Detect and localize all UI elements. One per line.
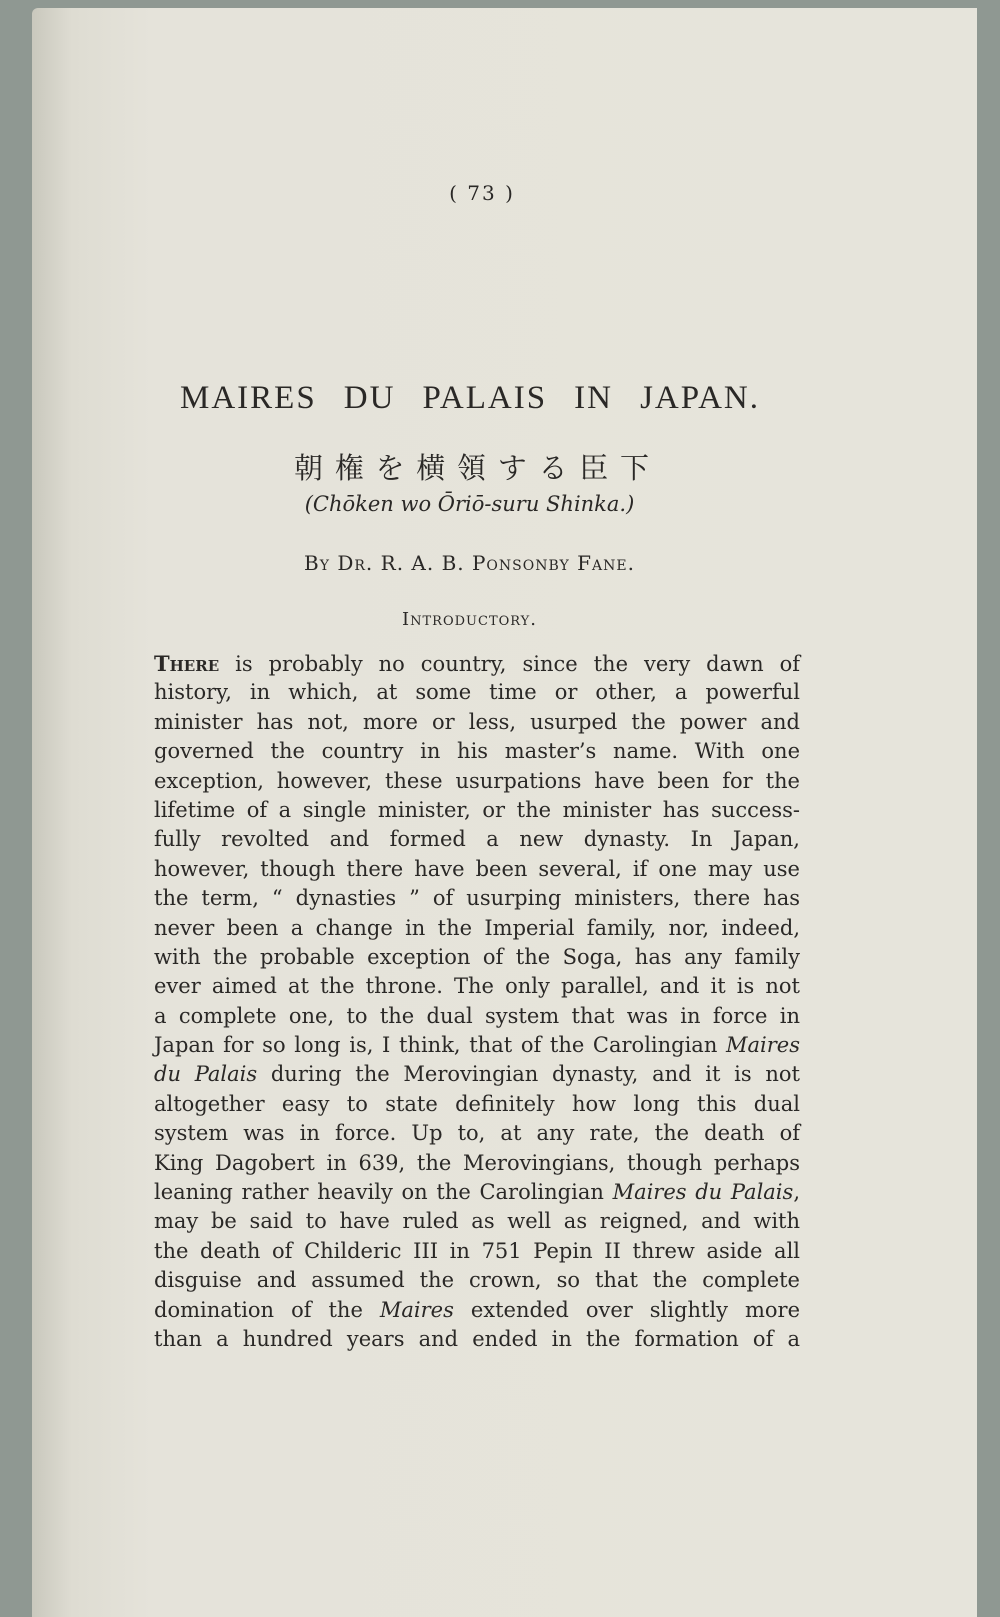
italic-text: Maires bbox=[726, 1033, 800, 1058]
body-text bbox=[154, 649, 800, 1354]
text-segment: disguise and assumed the crown, so that the complete bbox=[154, 1268, 800, 1293]
text-segment: may be said to have ruled as well as reigned, and with bbox=[154, 1209, 800, 1234]
text-line bbox=[154, 737, 800, 766]
text-segment: system was in force. Up to, at any rate, the death of bbox=[154, 1121, 800, 1146]
text-segment: the term, “ dynasties ” of usurping ministers, there has bbox=[154, 886, 800, 911]
text-line bbox=[154, 1090, 800, 1119]
text-line bbox=[154, 825, 800, 854]
text-line bbox=[154, 1060, 800, 1089]
text-segment: , bbox=[793, 1180, 800, 1205]
text-segment: fully revolted and formed a new dynasty. In Japan, bbox=[154, 827, 800, 852]
text-segment: altogether easy to state definitely how long this dual bbox=[154, 1091, 800, 1116]
text-segment: than a hundred years and ended in the formation of a bbox=[154, 1326, 800, 1351]
text-segment: leaning rather heavily on the Carolingian bbox=[154, 1180, 613, 1205]
italic-text: Maires bbox=[379, 1297, 454, 1322]
text-line bbox=[154, 1178, 800, 1207]
text-segment: however, though there have been several, if one may use bbox=[154, 856, 800, 881]
text-line bbox=[154, 1149, 800, 1178]
italic-text: du Palais bbox=[154, 1062, 258, 1087]
text-line bbox=[154, 1266, 800, 1295]
text-line bbox=[154, 1207, 800, 1236]
text-line bbox=[154, 855, 800, 884]
text-segment: governed the country in his master’s name. With one bbox=[154, 739, 800, 764]
text-segment: never been a change in the Imperial family, nor, indeed, bbox=[154, 915, 800, 940]
text-line bbox=[154, 972, 800, 1001]
text-segment: lifetime of a single minister, or the minister has success- bbox=[154, 797, 800, 822]
romanized-title: (Chōken wo Ōriō-suru Shinka.) bbox=[304, 492, 635, 516]
text-segment: extended over slightly more bbox=[453, 1297, 800, 1322]
text-line bbox=[154, 1237, 800, 1266]
text-segment: ever aimed at the throne. The only parallel, and it is not bbox=[154, 974, 800, 999]
text-segment: history, in which, at some time or other, a powerful bbox=[154, 680, 800, 705]
text-line bbox=[154, 884, 800, 913]
text-segment: King Dagobert in 639, the Merovingians, though perhaps bbox=[154, 1150, 800, 1175]
text-segment: domination of the bbox=[154, 1297, 380, 1322]
text-line bbox=[154, 649, 800, 678]
italic-text: Maires du Palais bbox=[612, 1180, 794, 1205]
text-line bbox=[154, 1296, 800, 1325]
section-heading: Introductory. bbox=[402, 609, 537, 630]
text-line bbox=[154, 1031, 800, 1060]
text-segment: exception, however, these usurpations have been for the bbox=[154, 768, 800, 793]
page-number: ( 73 ) bbox=[449, 181, 515, 205]
text-line bbox=[154, 708, 800, 737]
text-segment: with the probable exception of the Soga, has any family bbox=[154, 944, 800, 969]
text-line bbox=[154, 767, 800, 796]
text-line bbox=[154, 1325, 800, 1354]
text-segment: minister has not, more or less, usurped the power and bbox=[154, 709, 800, 734]
text-line bbox=[154, 1119, 800, 1148]
text-line bbox=[154, 796, 800, 825]
text-line bbox=[154, 1002, 800, 1031]
text-segment: Japan for so long is, I think, that of the Carolingian bbox=[154, 1033, 727, 1058]
text-segment: during the Merovingian dynasty, and it is not bbox=[257, 1062, 800, 1087]
japanese-title: 朝権を横領する臣下 bbox=[294, 451, 649, 485]
text-segment: There bbox=[154, 651, 220, 676]
text-line bbox=[154, 678, 800, 707]
text-segment: a complete one, to the dual system that was in force in bbox=[154, 1003, 800, 1028]
article-title: MAIRES DU PALAIS IN JAPAN. bbox=[180, 380, 760, 416]
book-page bbox=[32, 8, 977, 1617]
byline: By Dr. R. A. B. Ponsonby Fane. bbox=[304, 551, 635, 575]
text-segment: the death of Childeric III in 751 Pepin II threw aside all bbox=[154, 1238, 800, 1263]
text-line bbox=[154, 914, 800, 943]
text-line bbox=[154, 943, 800, 972]
text-segment: is probably no country, since the very dawn of bbox=[219, 652, 800, 676]
